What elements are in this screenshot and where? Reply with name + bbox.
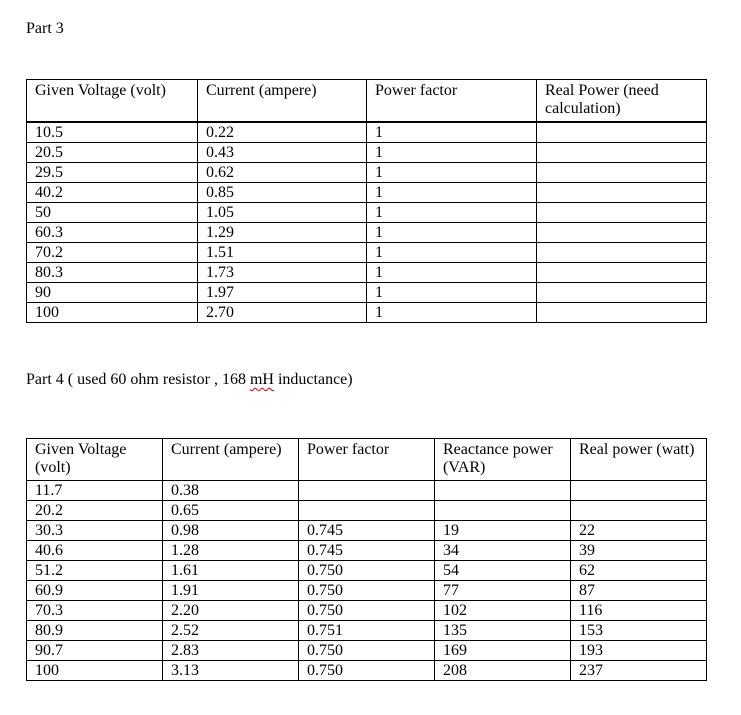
table-cell: 11.7: [27, 481, 163, 501]
table-cell: [537, 163, 707, 183]
table-cell: 40.2: [27, 183, 198, 203]
table-cell: 1: [367, 123, 537, 143]
table-row: [27, 283, 707, 303]
table-cell: [571, 501, 707, 521]
table-row: [27, 621, 707, 641]
part4-heading-flagged-word: mH: [249, 371, 274, 388]
table-cell: 70.3: [27, 601, 163, 621]
table-cell: 116: [571, 601, 707, 621]
table-cell: 0.43: [198, 143, 367, 163]
table-row: [27, 641, 707, 661]
table-cell: 1: [367, 223, 537, 243]
table-row: [27, 143, 707, 163]
table-cell: 77: [435, 581, 571, 601]
table-cell: 20.5: [27, 143, 198, 163]
table-cell: 80.3: [27, 263, 198, 283]
part4-heading-suffix: inductance): [273, 371, 353, 388]
table-row: [27, 501, 707, 521]
table-cell: 1.28: [163, 541, 299, 561]
table-cell: 0.745: [299, 521, 435, 541]
table-row: [27, 521, 707, 541]
table-cell: 135: [435, 621, 571, 641]
table-cell: 19: [435, 521, 571, 541]
table-cell: 10.5: [27, 123, 198, 143]
table-cell: 0.38: [163, 481, 299, 501]
table-cell: 34: [435, 541, 571, 561]
part3-table: [26, 79, 707, 323]
table-row: [27, 561, 707, 581]
table-cell: 2.70: [198, 303, 367, 323]
table-row: [27, 581, 707, 601]
table-row: [27, 661, 707, 681]
table-cell: 50: [27, 203, 198, 223]
table-row: [27, 203, 707, 223]
table-cell: 1: [367, 183, 537, 203]
table-cell: 62: [571, 561, 707, 581]
table-cell: 22: [571, 521, 707, 541]
table-cell: 169: [435, 641, 571, 661]
table-cell: 0.750: [299, 581, 435, 601]
table-cell: 0.750: [299, 641, 435, 661]
table-row: [27, 481, 707, 501]
table-cell: [537, 183, 707, 203]
part4-col-real-power: Real power (watt): [571, 439, 707, 481]
table-cell: 1: [367, 143, 537, 163]
table-cell: [571, 481, 707, 501]
table-cell: 90: [27, 283, 198, 303]
table-cell: 90.7: [27, 641, 163, 661]
table-cell: 80.9: [27, 621, 163, 641]
part4-col-power-factor: Power factor: [299, 439, 435, 481]
table-cell: 1.61: [163, 561, 299, 581]
table-row: [27, 243, 707, 263]
part3-header-row: [27, 80, 707, 122]
table-cell: [537, 143, 707, 163]
table-cell: 2.52: [163, 621, 299, 641]
table-cell: 0.745: [299, 541, 435, 561]
table-row: [27, 163, 707, 183]
table-cell: 60.3: [27, 223, 198, 243]
table-cell: 1: [367, 283, 537, 303]
part4-header-row: [27, 439, 707, 481]
table-cell: 1: [367, 163, 537, 183]
table-cell: 237: [571, 661, 707, 681]
table-cell: 0.98: [163, 521, 299, 541]
table-cell: 40.6: [27, 541, 163, 561]
table-row: [27, 541, 707, 561]
table-cell: 0.22: [198, 123, 367, 143]
table-cell: [537, 203, 707, 223]
part3-col-power-factor: Power factor: [367, 80, 537, 122]
table-cell: 1: [367, 303, 537, 323]
table-cell: 1.73: [198, 263, 367, 283]
table-cell: 0.65: [163, 501, 299, 521]
table-cell: [435, 481, 571, 501]
table-cell: 0.750: [299, 561, 435, 581]
table-cell: 2.20: [163, 601, 299, 621]
table-cell: 0.750: [299, 661, 435, 681]
table-cell: 3.13: [163, 661, 299, 681]
table-cell: [537, 303, 707, 323]
table-cell: 0.751: [299, 621, 435, 641]
table-cell: [537, 243, 707, 263]
part4-col-reactance-power: Reactance power (VAR): [435, 439, 571, 481]
table-row: [27, 303, 707, 323]
table-row: [27, 223, 707, 243]
table-cell: [537, 263, 707, 283]
part4-table: [26, 438, 707, 681]
table-cell: 60.9: [27, 581, 163, 601]
table-cell: [537, 223, 707, 243]
table-cell: [299, 481, 435, 501]
part3-col-current: Current (ampere): [198, 80, 367, 122]
table-row: [27, 183, 707, 203]
table-row: [27, 263, 707, 283]
table-cell: 87: [571, 581, 707, 601]
table-row: [27, 601, 707, 621]
part3-col-voltage: Given Voltage (volt): [27, 80, 198, 122]
table-cell: 193: [571, 641, 707, 661]
table-cell: 1.05: [198, 203, 367, 223]
part3-heading: Part 3: [26, 20, 64, 37]
part3-col-real-power: Real Power (need calculation): [537, 80, 707, 122]
table-cell: 2.83: [163, 641, 299, 661]
table-cell: 1.29: [198, 223, 367, 243]
table-cell: 1.51: [198, 243, 367, 263]
part4-col-current: Current (ampere): [163, 439, 299, 481]
table-cell: 30.3: [27, 521, 163, 541]
table-cell: 29.5: [27, 163, 198, 183]
table-cell: 54: [435, 561, 571, 581]
table-cell: 1.91: [163, 581, 299, 601]
table-cell: [299, 501, 435, 521]
table-cell: 208: [435, 661, 571, 681]
table-cell: 51.2: [27, 561, 163, 581]
table-cell: 0.62: [198, 163, 367, 183]
table-cell: 1: [367, 243, 537, 263]
table-cell: 102: [435, 601, 571, 621]
table-cell: 20.2: [27, 501, 163, 521]
table-cell: [435, 501, 571, 521]
table-cell: 100: [27, 303, 198, 323]
table-cell: 70.2: [27, 243, 198, 263]
table-cell: [537, 283, 707, 303]
part4-heading: [26, 371, 353, 389]
part4-col-voltage: Given Voltage (volt): [27, 439, 163, 481]
table-cell: 100: [27, 661, 163, 681]
table-cell: 0.750: [299, 601, 435, 621]
part4-heading-prefix: Part 4 ( used 60 ohm resistor , 168: [26, 371, 250, 388]
table-cell: 0.85: [198, 183, 367, 203]
table-cell: [537, 123, 707, 143]
table-cell: 1: [367, 263, 537, 283]
table-cell: 153: [571, 621, 707, 641]
table-cell: 1: [367, 203, 537, 223]
table-cell: 39: [571, 541, 707, 561]
table-cell: 1.97: [198, 283, 367, 303]
table-row: [27, 123, 707, 143]
